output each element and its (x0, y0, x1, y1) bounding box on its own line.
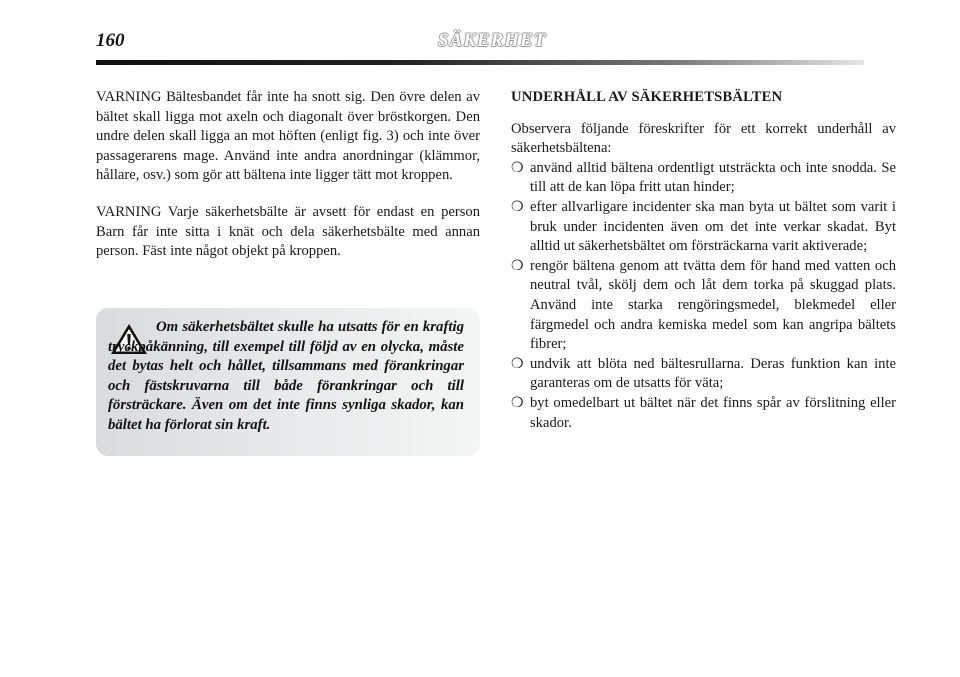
bullet-icon: ❍ (511, 395, 524, 411)
bullet-icon: ❍ (511, 356, 524, 372)
left-column (96, 88, 480, 279)
list-item-text: använd alltid bältena ordentligt utsträckta och inte snodda. Se till att de kan löpa fritt utan hinder; (530, 159, 896, 196)
bullet-icon: ❍ (511, 258, 524, 274)
maintenance-intro: Observera följande föreskrifter för ett korrekt underhåll av säkerhetsbältena: (511, 120, 896, 157)
caution-text-body: Om säkerhetsbältet skulle ha utsatts för en kraftig tryckpåkänning, till exempel till följd av en olycka, måste det bytas helt och hållet, tillsammans med förankringar och fästskruvarna till både förankringar och till försträckare. Även om det inte finns synliga skador, kan bältet ha förlorat sin kraft. (108, 319, 464, 433)
header-rule (96, 60, 864, 65)
maintenance-list (511, 159, 896, 433)
bullet-icon: ❍ (511, 160, 524, 176)
maintenance-title: UNDERHÅLL AV SÄKERHETSBÄLTEN (511, 89, 783, 105)
warning-paragraph-1: VARNING Bältesbandet får inte ha snott sig. Den övre delen av bältet skall ligga mot axeln och diagonalt över bröstkorgen. Den undre delen skall ligga an mot höften (enligt fig. 3) och inte över passagerarens mage. Använd inte andra anordningar (klämmor, hållare, osv.) som gör att bältena inte ligger tätt mot kroppen. (96, 89, 480, 184)
list-item (511, 355, 896, 394)
list-item-text: rengör bältena genom att tvätta dem för hand med vatten och neutral tvål, skölj dem och låt dem torka på skuggad plats. Använd inte starka rengöringsmedel, blekmedel eller färgmedel och andra kemiska medel som kan angripa bältets fibrer; (530, 257, 896, 353)
section-header: SÄKERHET (438, 30, 547, 51)
list-item (511, 198, 896, 257)
list-item-text: efter allvarligare incidenter ska man byta ut bältet som varit i bruk under incidenten även om det inte verkar skadat. Byt alltid ut säkerhetsbältet om försträckarna varit aktiverade; (530, 198, 896, 255)
list-item (511, 257, 896, 355)
list-item (511, 159, 896, 198)
list-item-text: undvik att blöta ned bältesrullarna. Deras funktion kan inte garanteras om de utsatts för väta; (530, 355, 896, 392)
list-item-text: byt omedelbart ut bältet när det finns spår av förslitning eller skador. (530, 394, 896, 431)
list-item (511, 394, 896, 433)
right-column (511, 88, 896, 433)
caution-box (96, 308, 480, 456)
page-number: 160 (96, 30, 125, 51)
caution-text (108, 318, 464, 436)
warning-paragraph-2: VARNING Varje säkerhetsbälte är avsett för endast en person Barn får inte sitta i knät och dela säkerhetsbälte med annan person. Fäst inte något objekt på kroppen. (96, 203, 480, 260)
bullet-icon: ❍ (511, 199, 524, 215)
